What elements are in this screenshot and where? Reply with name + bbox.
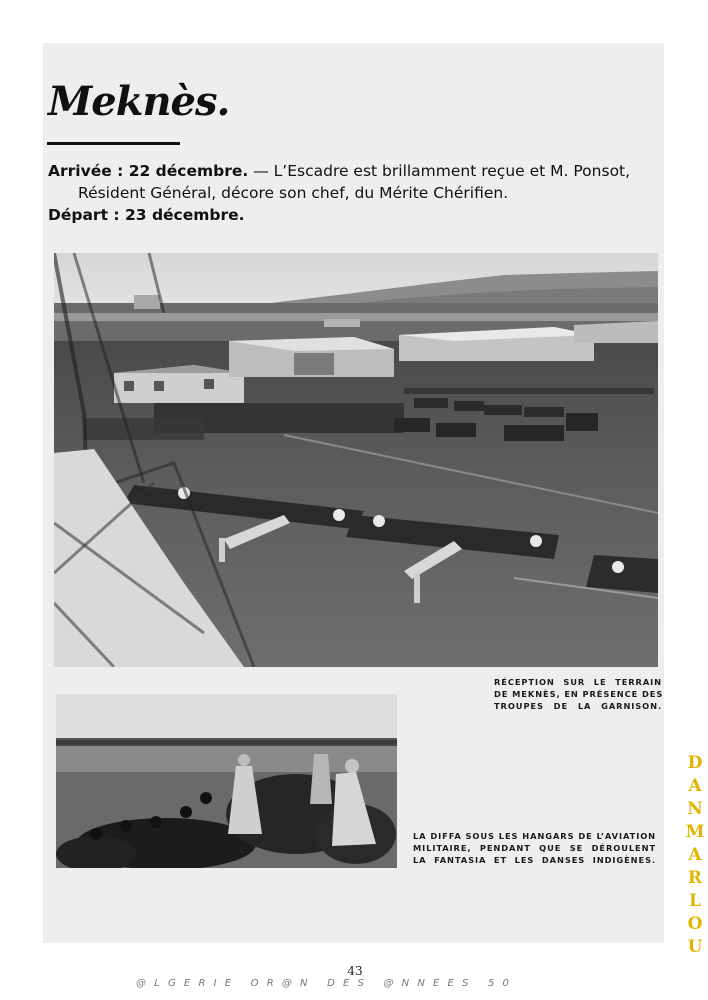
caption-airfield-reception xyxy=(494,676,662,712)
departure-line xyxy=(48,204,664,226)
departure-label: Départ : 23 décembre. xyxy=(48,206,245,224)
airfield-illustration xyxy=(54,253,658,667)
arrival-line-2: Résident Général, décore son chef, du Mérite Chérifien. xyxy=(78,184,509,202)
watermark-letter: D xyxy=(687,753,703,773)
caption-line: MILITAIRE, PENDANT QUE SE DÉROULENT xyxy=(413,843,656,853)
page-title: Meknès. xyxy=(48,78,230,125)
arrival-line xyxy=(48,160,664,182)
arrival-label: Arrivée : 22 décembre. xyxy=(48,162,249,180)
watermark-letter: O xyxy=(687,914,703,934)
watermark-letter: R xyxy=(687,868,703,888)
photo-airfield-reception xyxy=(54,253,658,667)
watermark-letter: A xyxy=(688,776,702,796)
diffa-illustration xyxy=(56,694,397,868)
caption-line: RÉCEPTION SUR LE TERRAIN xyxy=(494,677,662,687)
arrival-text-1: — L’Escadre est brillamment reçue et M. Ponsot, xyxy=(248,162,631,180)
watermark-vertical-text xyxy=(684,752,706,959)
caption-line: LA DIFFA SOUS LES HANGARS DE L’AVIATION xyxy=(413,831,656,841)
page-number: 43 xyxy=(347,964,363,978)
intro-paragraph xyxy=(48,160,664,226)
aircraft-3 xyxy=(586,555,658,593)
photo-diffa xyxy=(56,694,397,868)
watermark-letter: L xyxy=(689,891,701,911)
caption-diffa xyxy=(413,830,656,866)
watermark-letter: N xyxy=(687,799,703,819)
watermark-letter: A xyxy=(688,845,702,865)
caption-line: TROUPES DE LA GARNISON. xyxy=(494,701,662,711)
footer-site-text: @LGERIE OR@N DES @NNEES 50 xyxy=(136,978,518,989)
caption-line: DE MEKNÈS, EN PRÉSENCE DES xyxy=(494,689,664,699)
watermark-letter: M xyxy=(685,822,705,842)
caption-line: LA FANTASIA ET LES DANSES INDIGÈNES. xyxy=(413,855,656,865)
title-underline xyxy=(47,142,180,145)
watermark-letter: U xyxy=(687,937,703,957)
